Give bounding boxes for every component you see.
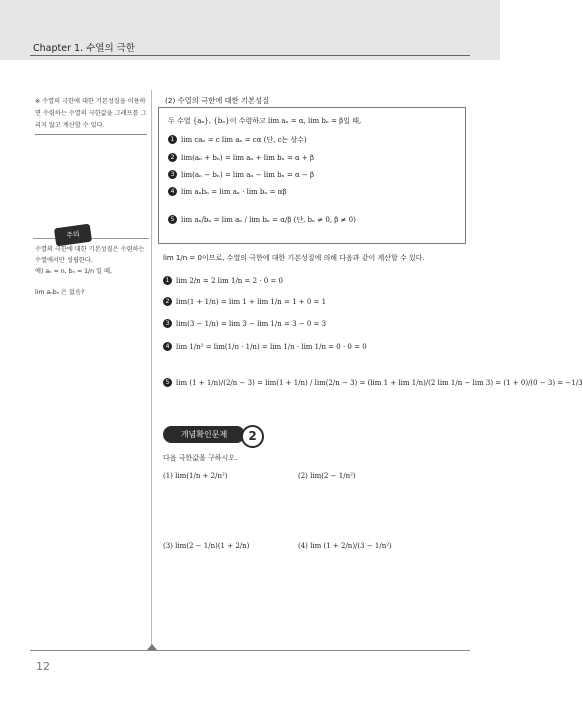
problem-label: (1) bbox=[163, 472, 173, 480]
number-badge: 4 bbox=[163, 342, 172, 351]
properties-intro: 두 수열 {aₙ}, {bₙ}이 수렴하고 lim aₙ = α, lim bₙ = β일 때, bbox=[168, 117, 362, 125]
property-text: lim(aₙ + bₙ) = lim aₙ + lim bₙ = α + β bbox=[181, 154, 315, 162]
number-badge: 3 bbox=[168, 170, 177, 179]
property-text: lim caₙ = c lim aₙ = cα (단, c는 상수) bbox=[181, 136, 307, 144]
number-badge: 1 bbox=[163, 276, 172, 285]
example-text: lim 1/n² = lim(1/n · 1/n) = lim 1/n · lim 1/n = 0 · 0 = 0 bbox=[176, 343, 367, 351]
example-text: lim(1 + 1/n) = lim 1 + lim 1/n = 1 + 0 = 1 bbox=[176, 298, 327, 306]
bottom-rule bbox=[30, 650, 470, 651]
number-badge: 1 bbox=[168, 135, 177, 144]
badge-number: 2 bbox=[241, 425, 264, 448]
sidebar-rule bbox=[35, 134, 147, 135]
example-line-3 bbox=[163, 319, 326, 328]
property-5 bbox=[168, 215, 356, 225]
property-4 bbox=[168, 187, 287, 196]
section-title: (2) 수열의 극한에 대한 기본성질 bbox=[165, 96, 270, 105]
problem-1 bbox=[163, 472, 228, 480]
number-badge: 2 bbox=[168, 153, 177, 162]
caution-example: 예) aₙ = n, bₙ = 1/n 일 때, bbox=[35, 268, 112, 275]
problem-text: lim (1 + 2/n)/(3 − 1/n²) bbox=[310, 542, 392, 550]
example-text: lim 2/n = 2 lim 1/n = 2 · 0 = 0 bbox=[176, 277, 283, 285]
property-1 bbox=[168, 135, 307, 145]
caution-text: 수열의 극한에 대한 기본성질은 수렴하는 수열에서만 성립한다. bbox=[35, 246, 145, 264]
property-2 bbox=[168, 153, 314, 162]
example-lead: lim 1/n = 0이므로, 수열의 극한에 대한 기본성질에 의해 다음과 같이 계산할 수 있다. bbox=[163, 254, 425, 262]
problem-text: lim(2 − 1/n)(1 + 2/n) bbox=[175, 542, 250, 550]
concept-check-badge bbox=[163, 426, 259, 443]
header-rule bbox=[30, 55, 470, 56]
page-number: 12 bbox=[36, 660, 50, 673]
chapter-title: Chapter 1. 수열의 극한 bbox=[33, 43, 135, 54]
problem-label: (4) bbox=[298, 542, 308, 550]
caution-badge: 주의 bbox=[54, 224, 92, 247]
number-badge: 2 bbox=[163, 297, 172, 306]
problem-text: lim(1/n + 2/n²) bbox=[175, 472, 228, 480]
example-line-4 bbox=[163, 342, 367, 351]
problem-label: (3) bbox=[163, 542, 173, 550]
property-text: lim aₙbₙ = lim aₙ · lim bₙ = αβ bbox=[181, 188, 287, 196]
problem-3 bbox=[163, 542, 249, 550]
number-badge: 5 bbox=[163, 378, 172, 387]
example-line-1 bbox=[163, 276, 283, 285]
property-text: lim(aₙ − bₙ) = lim aₙ − lim bₙ = α − β bbox=[181, 171, 315, 179]
example-line-5 bbox=[163, 378, 583, 387]
column-divider bbox=[151, 90, 152, 645]
example-text: lim (1 + 1/n)/(2/n − 3) = lim(1 + 1/n) / lim(2/n − 3) = (lim 1 + lim 1/n)/(2 lim 1/n − lim 3) = (1 + 0)/(0 − 3) = −1/3 bbox=[176, 379, 583, 387]
number-badge: 4 bbox=[168, 187, 177, 196]
property-text: lim aₙ/bₙ = lim aₙ / lim bₙ = α/β (단, bₙ ≠ 0, β ≠ 0) bbox=[181, 216, 356, 224]
sidebar-note: ※ 수열의 극한에 대한 기본성질을 이용하면 수렴하는 수열의 극한값을 그래프를 그리지 않고 계산할 수 있다. bbox=[35, 98, 147, 129]
exercise-instruction: 다음 극한값을 구하시오. bbox=[163, 454, 238, 462]
property-3 bbox=[168, 170, 314, 179]
problem-text: lim(2 − 1/n²) bbox=[310, 472, 356, 480]
problem-4 bbox=[298, 542, 392, 550]
caution-question: lim aₙbₙ 은 없음? bbox=[35, 289, 85, 296]
example-line-2 bbox=[163, 297, 326, 306]
problem-2 bbox=[298, 472, 356, 480]
number-badge: 3 bbox=[163, 319, 172, 328]
problem-label: (2) bbox=[298, 472, 308, 480]
badge-label: 개념확인문제 bbox=[163, 426, 245, 443]
example-text: lim(3 − 1/n) = lim 3 − lim 1/n = 3 − 0 = 3 bbox=[176, 320, 327, 328]
number-badge: 5 bbox=[168, 215, 177, 224]
